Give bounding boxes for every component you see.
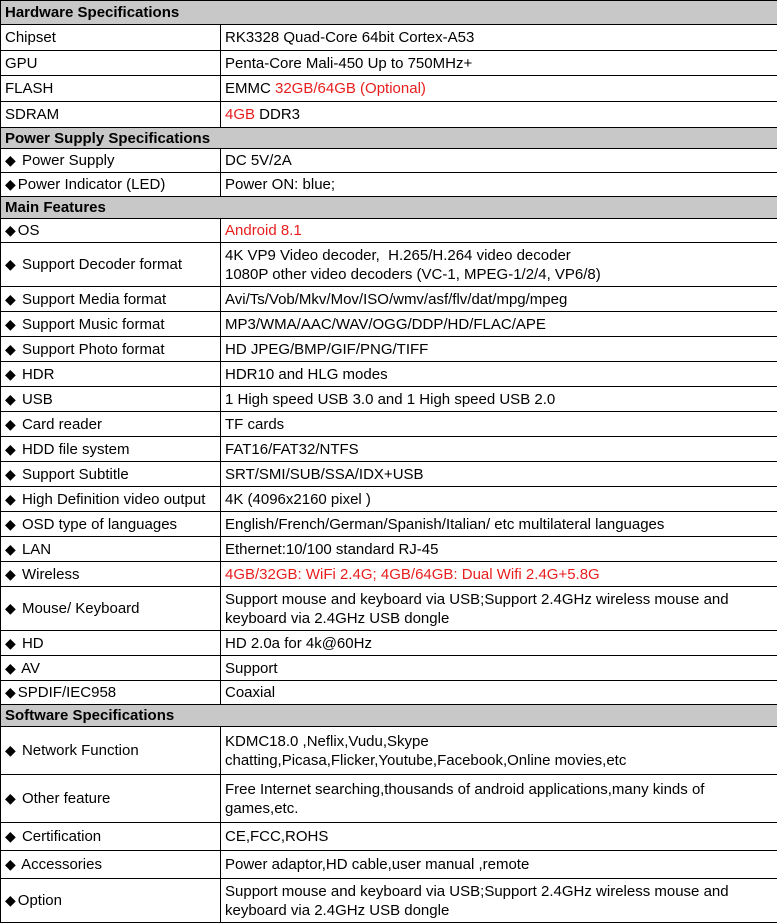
spec-label: SDRAM xyxy=(5,106,59,123)
spec-label-cell xyxy=(1,879,221,923)
spec-value-cell xyxy=(221,851,777,879)
spec-label-cell xyxy=(1,243,221,287)
spec-row xyxy=(1,775,777,823)
diamond-bullet-icon: ◆ xyxy=(5,176,16,192)
spec-value: Avi/Ts/Vob/Mkv/Mov/ISO/wmv/asf/flv/dat/mpg/mpeg xyxy=(225,291,567,308)
spec-label-cell xyxy=(1,562,221,587)
spec-row xyxy=(1,537,777,562)
spec-value-highlight: 32GB/64GB (Optional) xyxy=(275,80,426,97)
diamond-bullet-icon: ◆ xyxy=(5,541,16,557)
spec-label: Support Media format xyxy=(18,291,166,308)
spec-label: Power Supply xyxy=(18,152,115,169)
spec-value-line: KDMC18.0 ,Neflix,Vudu,Skype xyxy=(225,732,773,751)
spec-value-line: chatting,Picasa,Flicker,Youtube,Facebook,Online movies,etc xyxy=(225,751,773,770)
spec-label: OSD type of languages xyxy=(18,516,177,533)
spec-row xyxy=(1,362,777,387)
diamond-bullet-icon: ◆ xyxy=(5,256,16,272)
spec-row xyxy=(1,149,777,173)
spec-label: Chipset xyxy=(5,29,56,46)
spec-row xyxy=(1,487,777,512)
spec-label: High Definition video output xyxy=(18,491,206,508)
diamond-bullet-icon: ◆ xyxy=(5,416,16,432)
spec-value: 4K (4096x2160 pixel ) xyxy=(225,491,371,508)
spec-label-cell xyxy=(1,631,221,656)
spec-value-cell xyxy=(221,76,777,102)
diamond-bullet-icon: ◆ xyxy=(5,684,16,700)
spec-value: DC 5V/2A xyxy=(225,152,292,169)
diamond-bullet-icon: ◆ xyxy=(5,742,16,758)
spec-row xyxy=(1,462,777,487)
spec-value: English/French/German/Spanish/Italian/ etc multilateral languages xyxy=(225,516,664,533)
spec-label-cell xyxy=(1,727,221,775)
spec-value-line: 4K VP9 Video decoder, H.265/H.264 video decoder xyxy=(225,246,773,265)
spec-value-cell xyxy=(221,362,777,387)
spec-value-line: keyboard via 2.4GHz USB dongle xyxy=(225,609,773,628)
spec-label-cell xyxy=(1,387,221,412)
spec-label-cell xyxy=(1,412,221,437)
section-title: Main Features xyxy=(1,197,777,219)
spec-row xyxy=(1,631,777,656)
spec-value: FAT16/FAT32/NTFS xyxy=(225,441,359,458)
spec-value-cell xyxy=(221,462,777,487)
spec-value-cell xyxy=(221,387,777,412)
spec-value: Ethernet:10/100 standard RJ-45 xyxy=(225,541,438,558)
spec-label: OS xyxy=(18,222,40,239)
spec-label-cell xyxy=(1,537,221,562)
section-title: Hardware Specifications xyxy=(1,1,777,25)
diamond-bullet-icon: ◆ xyxy=(5,391,16,407)
spec-label-cell xyxy=(1,51,221,76)
spec-label: Other feature xyxy=(18,790,111,807)
spec-row xyxy=(1,51,777,76)
section-header-row xyxy=(1,705,777,727)
diamond-bullet-icon: ◆ xyxy=(5,856,16,872)
spec-label-cell xyxy=(1,312,221,337)
spec-value-highlight: 4GB/32GB: WiFi 2.4G; 4GB/64GB: Dual Wifi 2.4G+5.8G xyxy=(225,566,600,583)
section-title: Power Supply Specifications xyxy=(1,128,777,149)
spec-value-cell xyxy=(221,219,777,243)
spec-row xyxy=(1,243,777,287)
spec-value-cell xyxy=(221,537,777,562)
spec-value-cell xyxy=(221,656,777,681)
spec-value-cell xyxy=(221,243,777,287)
spec-value-cell xyxy=(221,681,777,705)
spec-label-cell xyxy=(1,102,221,128)
spec-value-cell xyxy=(221,149,777,173)
spec-value: Coaxial xyxy=(225,684,275,701)
spec-label: Wireless xyxy=(18,566,80,583)
spec-label: LAN xyxy=(18,541,51,558)
spec-value: CE,FCC,ROHS xyxy=(225,828,328,845)
spec-row xyxy=(1,287,777,312)
spec-value-line: games,etc. xyxy=(225,799,773,818)
spec-value: Power ON: blue; xyxy=(225,176,335,193)
spec-row xyxy=(1,173,777,197)
spec-label-cell xyxy=(1,362,221,387)
spec-label-cell xyxy=(1,851,221,879)
spec-label: Accessories xyxy=(18,856,102,873)
section-header-row xyxy=(1,1,777,25)
spec-label: HDR xyxy=(18,366,55,383)
diamond-bullet-icon: ◆ xyxy=(5,828,16,844)
section-header-row xyxy=(1,128,777,149)
spec-value-part: DDR3 xyxy=(255,106,300,123)
spec-label: Card reader xyxy=(18,416,102,433)
spec-label: USB xyxy=(18,391,53,408)
spec-label-cell xyxy=(1,76,221,102)
diamond-bullet-icon: ◆ xyxy=(5,291,16,307)
spec-value-cell xyxy=(221,173,777,197)
spec-label: GPU xyxy=(5,55,38,72)
spec-value-highlight: 4GB xyxy=(225,106,255,123)
diamond-bullet-icon: ◆ xyxy=(5,466,16,482)
diamond-bullet-icon: ◆ xyxy=(5,152,16,168)
spec-value-cell xyxy=(221,287,777,312)
spec-value: Power adaptor,HD cable,user manual ,remote xyxy=(225,856,529,873)
diamond-bullet-icon: ◆ xyxy=(5,222,16,238)
spec-label: Network Function xyxy=(18,742,139,759)
spec-value-line: Support mouse and keyboard via USB;Support 2.4GHz wireless mouse and xyxy=(225,590,773,609)
spec-value-cell xyxy=(221,879,777,923)
spec-label: Option xyxy=(18,892,62,909)
diamond-bullet-icon: ◆ xyxy=(5,491,16,507)
spec-label-cell xyxy=(1,173,221,197)
diamond-bullet-icon: ◆ xyxy=(5,316,16,332)
spec-row xyxy=(1,656,777,681)
spec-value-cell xyxy=(221,631,777,656)
spec-value-cell xyxy=(221,102,777,128)
spec-value: 1 High speed USB 3.0 and 1 High speed USB 2.0 xyxy=(225,391,555,408)
spec-value-line: 1080P other video decoders (VC-1, MPEG-1/2/4, VP6/8) xyxy=(225,265,773,284)
spec-label: Support Music format xyxy=(18,316,165,333)
spec-row xyxy=(1,312,777,337)
diamond-bullet-icon: ◆ xyxy=(5,341,16,357)
spec-label-cell xyxy=(1,219,221,243)
spec-label-cell xyxy=(1,437,221,462)
spec-value-cell xyxy=(221,437,777,462)
section-title: Software Specifications xyxy=(1,705,777,727)
spec-value-cell xyxy=(221,487,777,512)
spec-value-line: Free Internet searching,thousands of android applications,many kinds of xyxy=(225,780,773,799)
spec-value-cell xyxy=(221,823,777,851)
spec-label: SPDIF/IEC958 xyxy=(18,684,116,701)
spec-value: HD JPEG/BMP/GIF/PNG/TIFF xyxy=(225,341,428,358)
spec-row xyxy=(1,25,777,51)
spec-label-cell xyxy=(1,287,221,312)
diamond-bullet-icon: ◆ xyxy=(5,516,16,532)
spec-row xyxy=(1,219,777,243)
spec-value-cell xyxy=(221,51,777,76)
spec-label: HD xyxy=(18,635,44,652)
spec-label-cell xyxy=(1,462,221,487)
spec-value-cell xyxy=(221,337,777,362)
spec-row xyxy=(1,512,777,537)
spec-row xyxy=(1,412,777,437)
spec-value-cell xyxy=(221,727,777,775)
spec-value: SRT/SMI/SUB/SSA/IDX+USB xyxy=(225,466,424,483)
spec-value: TF cards xyxy=(225,416,284,433)
spec-row xyxy=(1,727,777,775)
spec-label: Mouse/ Keyboard xyxy=(18,600,140,617)
diamond-bullet-icon: ◆ xyxy=(5,366,16,382)
spec-value-cell xyxy=(221,312,777,337)
diamond-bullet-icon: ◆ xyxy=(5,600,16,616)
spec-value-highlight: Android 8.1 xyxy=(225,222,302,239)
spec-value: MP3/WMA/AAC/WAV/OGG/DDP/HD/FLAC/APE xyxy=(225,316,546,333)
diamond-bullet-icon: ◆ xyxy=(5,790,16,806)
spec-label-cell xyxy=(1,149,221,173)
spec-label-cell xyxy=(1,487,221,512)
spec-row xyxy=(1,387,777,412)
spec-row xyxy=(1,337,777,362)
spec-row xyxy=(1,102,777,128)
spec-label-cell xyxy=(1,775,221,823)
spec-value-cell xyxy=(221,412,777,437)
spec-label-cell xyxy=(1,337,221,362)
spec-value-cell xyxy=(221,25,777,51)
spec-label: Support Decoder format xyxy=(18,256,182,273)
spec-table-body xyxy=(1,1,777,923)
spec-label: AV xyxy=(18,660,40,677)
spec-label-cell xyxy=(1,656,221,681)
spec-label: Certification xyxy=(18,828,101,845)
spec-value-cell xyxy=(221,775,777,823)
spec-label: Support Photo format xyxy=(18,341,165,358)
spec-label-cell xyxy=(1,587,221,631)
diamond-bullet-icon: ◆ xyxy=(5,635,16,651)
spec-label: Power Indicator (LED) xyxy=(18,176,166,193)
spec-label-cell xyxy=(1,681,221,705)
spec-row xyxy=(1,681,777,705)
spec-value-cell xyxy=(221,562,777,587)
spec-value-part: EMMC xyxy=(225,80,275,97)
diamond-bullet-icon: ◆ xyxy=(5,892,16,908)
spec-row xyxy=(1,851,777,879)
spec-label-cell xyxy=(1,823,221,851)
section-header-row xyxy=(1,197,777,219)
diamond-bullet-icon: ◆ xyxy=(5,566,16,582)
spec-value: Support xyxy=(225,660,278,677)
spec-row xyxy=(1,437,777,462)
spec-row xyxy=(1,562,777,587)
spec-label-cell xyxy=(1,512,221,537)
spec-value-cell xyxy=(221,587,777,631)
spec-value: Penta-Core Mali-450 Up to 750MHz+ xyxy=(225,55,472,72)
spec-label: FLASH xyxy=(5,80,53,97)
diamond-bullet-icon: ◆ xyxy=(5,660,16,676)
spec-row xyxy=(1,76,777,102)
spec-value: HDR10 and HLG modes xyxy=(225,366,388,383)
spec-row xyxy=(1,587,777,631)
spec-label-cell xyxy=(1,25,221,51)
spec-value-line: Support mouse and keyboard via USB;Support 2.4GHz wireless mouse and xyxy=(225,882,773,901)
spec-row xyxy=(1,879,777,923)
diamond-bullet-icon: ◆ xyxy=(5,441,16,457)
spec-value-cell xyxy=(221,512,777,537)
spec-value: RK3328 Quad-Core 64bit Cortex-A53 xyxy=(225,29,474,46)
spec-value: HD 2.0a for 4k@60Hz xyxy=(225,635,372,652)
spec-label: Support Subtitle xyxy=(18,466,129,483)
spec-value-line: keyboard via 2.4GHz USB dongle xyxy=(225,901,773,920)
spec-label: HDD file system xyxy=(18,441,130,458)
spec-row xyxy=(1,823,777,851)
